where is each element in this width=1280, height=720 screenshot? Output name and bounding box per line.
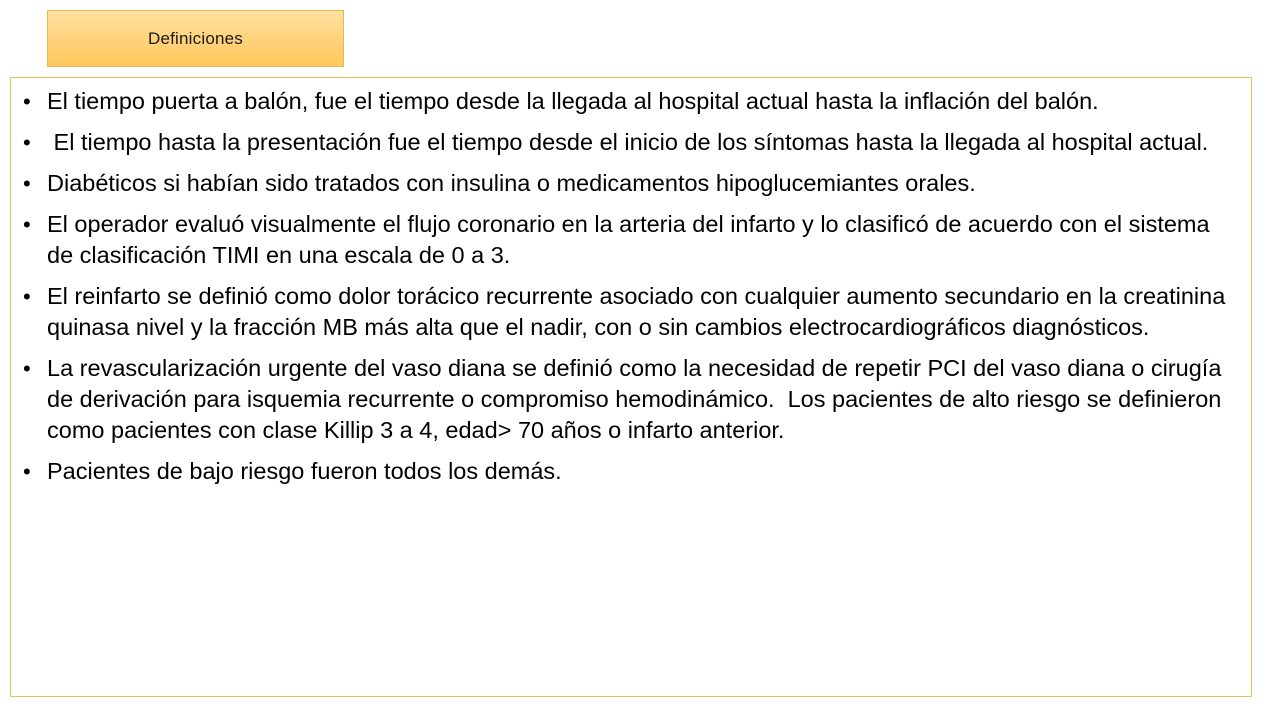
slide-title: Definiciones	[147, 28, 243, 48]
definition-text: Pacientes de bajo riesgo fueron todos los demás.	[47, 458, 562, 484]
definition-item-door-to-balloon	[23, 86, 1229, 117]
definition-text: El operador evaluó visualmente el flujo coronario en la arteria del infarto y lo clasificó de acuerdo con el sistema de clasificación TIMI en una escala de 0 a 3.	[47, 211, 1210, 268]
definition-item-urgent-revascularization	[23, 353, 1229, 446]
definition-text: Diabéticos si habían sido tratados con insulina o medicamentos hipoglucemiantes orales.	[47, 170, 976, 196]
definitions-list	[11, 78, 1251, 487]
definition-text: El tiempo hasta la presentación fue el tiempo desde el inicio de los síntomas hasta la llegada al hospital actual.	[47, 129, 1209, 155]
bullet-icon: •	[23, 212, 31, 237]
definition-text: El reinfarto se definió como dolor torácico recurrente asociado con cualquier aumento secundario en la creatinina quinasa nivel y la fracción MB más alta que el nadir, con o sin cambios electrocardiográficos diagnósticos.	[47, 283, 1226, 340]
bullet-icon: •	[23, 89, 31, 114]
definition-text: El tiempo puerta a balón, fue el tiempo desde la llegada al hospital actual hasta la inflación del balón.	[47, 88, 1099, 114]
definition-item-timi-flow	[23, 209, 1229, 271]
definition-item-low-risk	[23, 456, 1229, 487]
bullet-icon: •	[23, 284, 31, 309]
slide-title-tab	[47, 10, 344, 67]
bullet-icon: •	[23, 171, 31, 196]
definition-item-reinfarction	[23, 281, 1229, 343]
definitions-content-box	[10, 77, 1252, 697]
definition-item-time-to-presentation	[23, 127, 1229, 158]
definition-text: La revascularización urgente del vaso diana se definió como la necesidad de repetir PCI del vaso diana o cirugía de derivación para isquemia recurrente o compromiso hemodinámico. Los pacientes de alto riesgo se definieron como pacientes con clase Killip 3 a 4, edad> 70 años o infarto anterior.	[47, 355, 1228, 443]
bullet-icon: •	[23, 356, 31, 381]
definition-item-diabetics	[23, 168, 1229, 199]
bullet-icon: •	[23, 459, 31, 484]
bullet-icon: •	[23, 130, 31, 155]
